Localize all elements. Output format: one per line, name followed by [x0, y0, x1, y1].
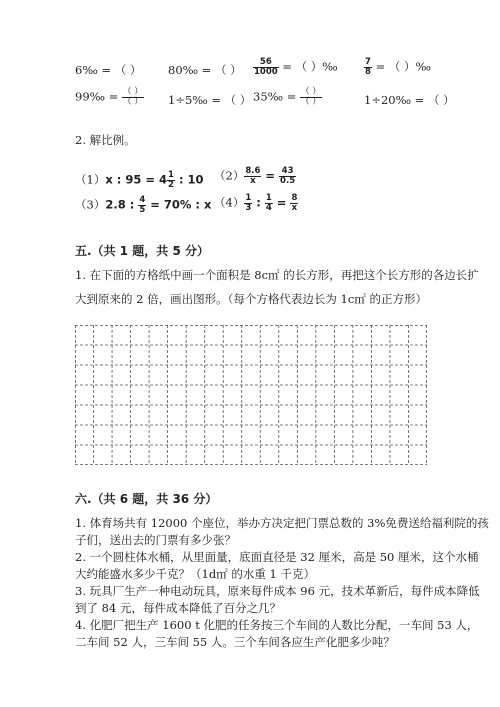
conv-lead: 35‰ = [253, 89, 301, 104]
frac-num: 8 [291, 193, 298, 203]
frac-den: 4 [265, 203, 272, 213]
frac-den: （ ） [123, 97, 143, 107]
frac-den: x [250, 176, 256, 186]
expr: = 70% : x [146, 197, 212, 212]
conv-r1-c [253, 58, 338, 77]
frac-num: 4 [139, 195, 146, 205]
frac-den: 0.5 [280, 176, 296, 186]
frac-num: 7 [365, 57, 371, 67]
q2-p4 [214, 194, 298, 213]
section6-line: 3. 玩具厂生产一种电动玩具，原来每件成本 96 元，技术革新后，每件成本降低 [75, 584, 480, 598]
problem-label: （4） [214, 195, 245, 210]
q2-title: 2. 解比例。 [75, 133, 136, 147]
expr: 2.8 : [105, 197, 139, 212]
problem-label: （3） [75, 197, 106, 212]
section5-line2: 大到原来的 2 倍，画出图形。（每个方格代表边长为 1c㎡ 的正方形） [75, 292, 427, 306]
problem-label: （2） [214, 168, 245, 183]
frac-num: （ ） [301, 87, 321, 97]
grid-paper[interactable] [75, 325, 427, 465]
frac-num: 43 [279, 167, 296, 177]
frac-num: 1 [245, 193, 252, 203]
conv-lead: 99‰ = [75, 89, 123, 104]
section6-line: 大约能盛水多少千克？（1d㎡ 的水重 1 千克） [75, 567, 315, 581]
frac-num: 56 [253, 58, 279, 68]
expr: = [261, 168, 280, 183]
section6-line: 1. 体育场共有 12000 个座位，举办方决定把门票总数的 3%免费送给福利院的孩 [75, 516, 489, 530]
section6-heading: 六.（共 6 题，共 36 分） [75, 492, 218, 506]
frac-num: 8.6 [245, 166, 261, 176]
section6-body [75, 515, 489, 651]
expr: : 10 [174, 172, 204, 187]
section6-line: 2. 一个圆柱体水桶，从里面量，底面直径是 32 厘米，高是 50 厘米，这个水桶 [75, 550, 479, 564]
q2-p1 [75, 171, 204, 190]
section6-line: 到了 84 元，每件成本降低了百分之几？ [75, 601, 281, 615]
frac-num: （ ） [123, 87, 143, 97]
section5-heading: 五.（共 1 题，共 5 分） [75, 244, 209, 258]
conv-tail: = （ ）‰ [278, 59, 338, 74]
frac-num: 1 [265, 193, 272, 203]
frac-den: （ ） [301, 97, 321, 107]
section6-line: 二车间 52 人，三车间 55 人。三个车间各应生产化肥多少吨？ [75, 635, 395, 649]
expr: = [272, 195, 291, 210]
frac-num: 1 [168, 170, 174, 180]
section6-line: 4. 化肥厂把生产 1600 t 化肥的任务按三个车间的人数比分配，一车间 53 人， [75, 618, 479, 632]
frac-den: 2 [168, 180, 174, 190]
problem-label: （1） [75, 172, 106, 187]
frac-den: x [291, 203, 298, 213]
q2-p2 [214, 167, 296, 186]
conv-r2-b: 1÷5‰ = （ ） [168, 93, 252, 107]
q2-p3 [75, 196, 211, 215]
conv-tail: = （ ）‰ [371, 59, 431, 74]
expr: x : 95 = 4 [105, 172, 168, 187]
conv-r2-a [75, 88, 144, 107]
frac-den: 1000 [254, 67, 278, 77]
section6-line: 子们，送出去的门票有多少张？ [75, 533, 236, 547]
frac-den: 8 [365, 67, 371, 77]
conv-r2-c [253, 88, 322, 107]
frac-den: 5 [139, 205, 146, 215]
conv-r1-d [364, 58, 431, 77]
conv-r2-d: 1÷20‰ = （ ） [364, 93, 455, 107]
frac-den: 3 [245, 203, 252, 213]
conv-r1-a: 6‰ = （ ） [75, 63, 142, 77]
section5-line1: 1. 在下面的方格纸中画一个面积是 8c㎡ 的长方形，再把这个长方形的各边长扩 [75, 268, 479, 282]
expr: : [252, 195, 265, 210]
conv-r1-b: 80‰ = （ ） [168, 63, 242, 77]
